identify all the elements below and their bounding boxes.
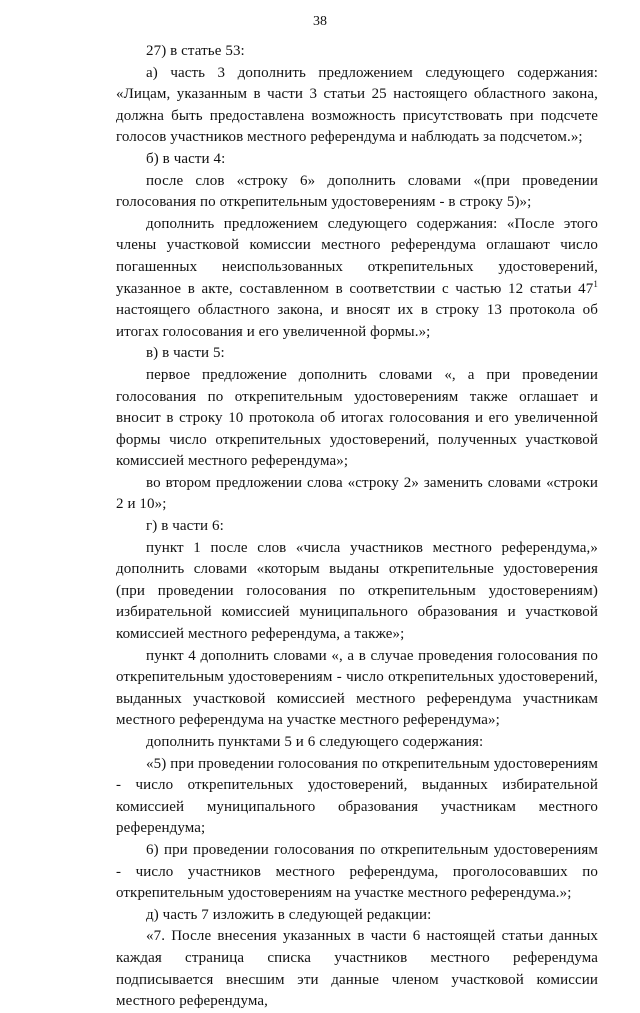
document-body (116, 41, 598, 1013)
paragraph: «7. После внесения указанных в части 6 настоящей статьи данных каждая страница списка участников местного референдума подписывается внесшим эти данные членом участковой комиссии местного референдума, (116, 928, 598, 1010)
paragraph: после слов «строку 6» дополнить словами «(при проведении голосования по открепительным удостоверениям - в строку 5)»; (116, 172, 598, 211)
superscript: 1 (593, 278, 598, 289)
paragraph: 27) в статье 53: (146, 43, 245, 59)
paragraph: пункт 4 дополнить словами «, а в случае проведения голосования по открепительным удостоверениям - число открепительных удостоверений, выданных участковой комиссией местного референдума участникам местного референдума на участке местного референдума»; (116, 647, 598, 729)
paragraph-text: дополнить предложением следующего содержания: «После этого члены участковой комиссии местного референдума оглашают число погашенных неиспользованных открепительных удостоверений, указанное в акте, составленном в соответствии с частью 12 статьи 47 (116, 215, 598, 297)
paragraph: г) в части 6: (146, 518, 224, 535)
paragraph: во втором предложении слова «строку 2» заменить словами «строки 2 и 10»; (116, 474, 598, 513)
paragraph-text: настоящего областного закона, и вносят их в строку 13 протокола об итогах голосования и его увеличенной формы.»; (116, 302, 598, 340)
paragraph: дополнить пунктами 5 и 6 следующего содержания: (146, 734, 484, 750)
page-number: 38 (313, 14, 327, 29)
paragraph: а) часть 3 дополнить предложением следующего содержания: «Лицам, указанным в части 3 статьи 25 настоящего областного закона, должна быть предоставлена возможность присутствовать при подсчете голосов участников местного референдума и наблюдать за подсчетом.»; (116, 64, 598, 146)
paragraph: в) в части 5: (146, 345, 225, 362)
paragraph: д) часть 7 изложить в следующей редакции: (146, 906, 432, 923)
paragraph (116, 214, 598, 344)
paragraph: 6) при проведении голосования по открепительным удостоверениям - число участников местного референдума, проголосовавших по открепительным удостоверениям на участке местного референдума.»; (116, 841, 598, 902)
paragraph: б) в части 4: (146, 150, 226, 167)
paragraph: первое предложение дополнить словами «, а при проведении голосования по открепительным удостоверениям также оглашает и вносит в строку 10 протокола об итогах голосования и его увеличенной формы число открепительных удостоверений, полученных участковой комиссией местного референдума»; (116, 366, 598, 470)
paragraph: пункт 1 после слов «числа участников местного референдума,» дополнить словами «которым выданы открепительные удостоверения (при проведении голосования по открепительным удостоверениям) избирательной комиссией муниципального образования и участковой комиссией местного референдума, а также»; (116, 539, 598, 643)
paragraph: «5) при проведении голосования по открепительным удостоверениям - число открепительных удостоверений, выданных избирательной комиссией муниципального образования участникам местного референдума; (116, 755, 598, 837)
